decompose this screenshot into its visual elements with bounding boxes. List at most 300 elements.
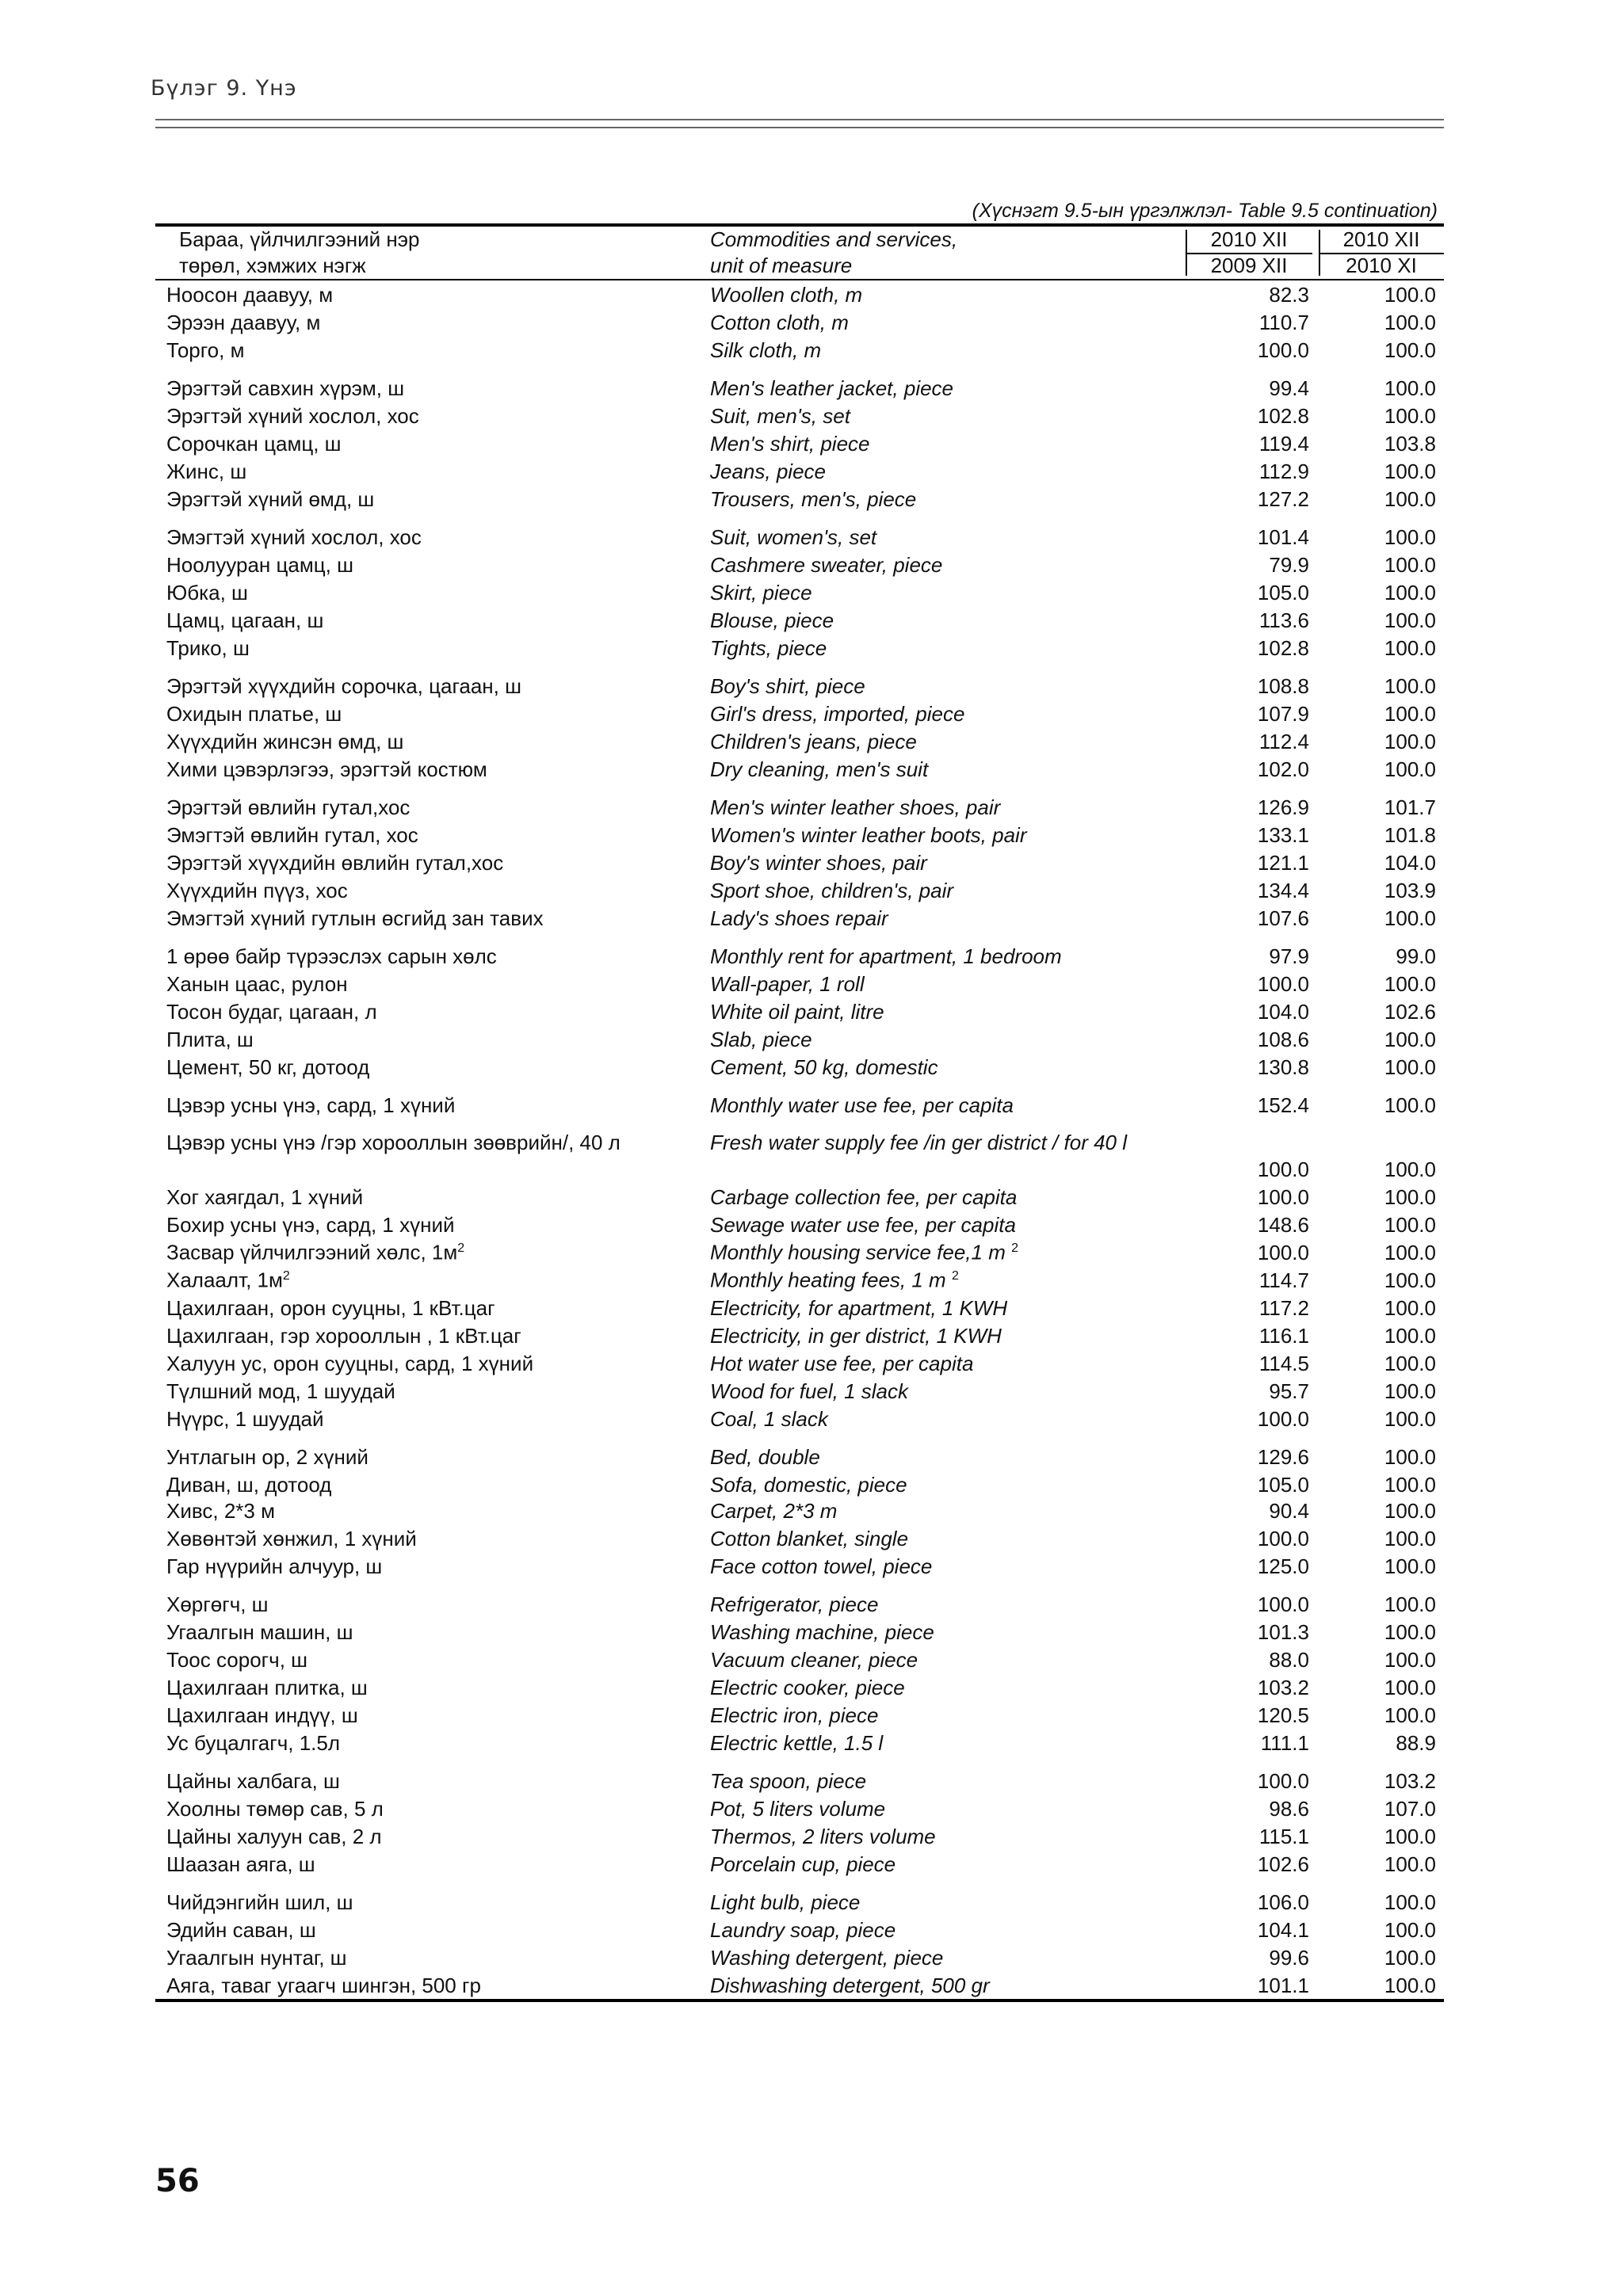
table-row — [155, 904, 1444, 932]
row-name-mn: Трико, ш — [166, 636, 250, 660]
table-row — [155, 606, 1444, 634]
row-value-2009: 119.4 — [1258, 432, 1309, 456]
row-name-mn: Эрэгтэй хүүхдийн өвлийн гутал,хос — [166, 851, 504, 875]
row-value-2010xi: 100.0 — [1384, 283, 1436, 307]
row-value-2010xi: 104.0 — [1384, 851, 1436, 875]
row-value-2010xi: 100.0 — [1384, 1890, 1436, 1914]
row-value-2009: 95.7 — [1269, 1379, 1309, 1403]
row-name-mn: Цахилгаан, орон сууцны, 1 кВт.цаг — [166, 1296, 495, 1320]
table-row — [155, 1498, 1444, 1524]
row-value-2010xi: 100.0 — [1384, 1185, 1436, 1209]
row-value-2009: 105.0 — [1257, 581, 1309, 605]
row-value-2009: 103.2 — [1257, 1676, 1309, 1699]
row-name-mn: Ус буцалгагч, 1.5л — [166, 1731, 341, 1755]
row-value-2009: 111.1 — [1260, 1731, 1309, 1755]
row-value-2009: 102.8 — [1257, 404, 1309, 428]
column-header-mn-sub: төрөл, хэмжих нэгж — [179, 254, 366, 277]
row-name-mn: Охидын платье, ш — [166, 702, 342, 726]
table-row — [155, 1091, 1444, 1119]
row-name-mn: Ханын цаас, рулон — [166, 972, 348, 996]
row-name-en: Carpet, 2*3 m — [710, 1499, 838, 1523]
row-name-en: Light bulb, piece — [710, 1890, 861, 1914]
row-value-2010xi: 100.0 — [1384, 1554, 1436, 1578]
row-name-en: Washing machine, piece — [710, 1620, 934, 1644]
row-value-2009: 100.0 — [1257, 1241, 1309, 1264]
row-name-mn: Цахилгаан, гэр хорооллын , 1 кВт.цаг — [166, 1324, 521, 1348]
row-name-mn: Хүүхдийн жинсэн өмд, ш — [166, 730, 404, 753]
table-row — [155, 1294, 1444, 1322]
column-header-en-sub: unit of measure — [710, 254, 853, 277]
row-name-en: Men's leather jacket, piece — [710, 376, 954, 400]
row-name-en: Women's winter leather boots, pair — [710, 823, 1027, 847]
row-value-2010xi: 100.0 — [1384, 1093, 1436, 1117]
row-value-2010xi: 100.0 — [1384, 1648, 1436, 1672]
row-name-en: Hot water use fee, per capita — [710, 1352, 974, 1375]
row-name-en: Refrigerator, piece — [710, 1592, 879, 1616]
row-name-en: Dry cleaning, men's suit — [710, 757, 929, 781]
row-name-en: Slab, piece — [710, 1028, 812, 1051]
row-value-2010xi: 100.0 — [1384, 906, 1436, 930]
row-value-2010xi: 88.9 — [1396, 1731, 1436, 1755]
row-name-mn: Сорочкан цамц, ш — [166, 432, 342, 456]
row-name-en: Sport shoe, children's, pair — [710, 879, 954, 902]
table-row — [155, 485, 1444, 513]
row-value-2010xi: 100.0 — [1384, 376, 1436, 400]
row-value-2010xi: 100.0 — [1384, 1241, 1436, 1264]
row-value-2010xi: 102.6 — [1384, 1000, 1436, 1024]
row-value-2010xi: 100.0 — [1384, 972, 1436, 996]
row-value-2010xi: 100.0 — [1384, 1324, 1436, 1348]
row-value-2010xi: 100.0 — [1384, 1407, 1436, 1431]
table-bottom-rule — [155, 1999, 1444, 2002]
row-name-mn: Плита, ш — [166, 1028, 254, 1051]
row-value-2009: 108.8 — [1257, 674, 1309, 698]
row-value-2010xi: 99.0 — [1396, 944, 1436, 968]
row-name-mn: Эрэгтэй хүүхдийн сорочка, цагаан, ш — [166, 674, 521, 698]
row-value-2010xi: 100.0 — [1384, 581, 1436, 605]
row-value-2010xi: 100.0 — [1384, 1379, 1436, 1403]
row-name-mn: Эрэгтэй хүний хослол, хос — [166, 404, 419, 428]
row-value-2010xi: 100.0 — [1384, 608, 1436, 632]
row-name-mn: Эрэгтэй өвлийн гутал,хос — [166, 795, 411, 819]
row-value-2009: 106.0 — [1257, 1890, 1309, 1914]
row-value-2010xi: 100.0 — [1384, 525, 1436, 549]
row-value-2009: 99.6 — [1269, 1946, 1309, 1970]
row-value-2009: 98.6 — [1269, 1797, 1309, 1821]
row-name-en: Dishwashing detergent, 500 gr — [710, 1974, 990, 1997]
table-row — [155, 1943, 1444, 1971]
row-value-2009: 130.8 — [1257, 1055, 1309, 1079]
row-value-2010xi: 100.0 — [1384, 338, 1436, 362]
row-name-en: Washing detergent, piece — [710, 1946, 944, 1970]
table-row — [155, 1888, 1444, 1916]
row-name-en: Electricity, for apartment, 1 KWH — [710, 1296, 1008, 1320]
row-value-2009: 101.1 — [1257, 1974, 1309, 1997]
page-number: 56 — [155, 2163, 200, 2199]
row-value-2010xi: 100.0 — [1384, 1158, 1436, 1181]
row-name-mn: Бохир усны үнэ, сард, 1 хүний — [166, 1213, 455, 1237]
row-value-2010xi: 100.0 — [1384, 1527, 1436, 1550]
row-name-en: Woollen cloth, m — [710, 283, 863, 307]
row-name-en: Wall-paper, 1 roll — [710, 972, 865, 996]
row-name-en: Children's jeans, piece — [710, 730, 917, 753]
row-name-mn: 1 өрөө байр түрээслэх сарын хөлс — [166, 944, 497, 968]
table-row — [155, 634, 1444, 662]
table-row — [155, 1377, 1444, 1405]
row-value-2009: 115.1 — [1258, 1825, 1309, 1848]
table-row — [155, 1025, 1444, 1053]
row-name-mn: Цахилгаан плитка, ш — [166, 1676, 368, 1699]
row-value-2010xi: 103.8 — [1384, 432, 1436, 456]
row-value-2009: 114.5 — [1258, 1352, 1309, 1375]
row-value-2009: 107.9 — [1257, 702, 1309, 726]
table-row — [155, 1524, 1444, 1552]
row-value-2010xi: 100.0 — [1384, 1918, 1436, 1942]
row-name-en: Electric cooker, piece — [710, 1676, 905, 1699]
row-value-2009: 100.0 — [1257, 972, 1309, 996]
table-row — [155, 1211, 1444, 1238]
row-value-2009: 100.0 — [1257, 1185, 1309, 1209]
row-name-mn: Чийдэнгийн шил, ш — [166, 1890, 353, 1914]
row-value-2009: 90.4 — [1269, 1499, 1309, 1523]
table-row — [155, 1552, 1444, 1580]
table-header — [155, 227, 1444, 279]
row-value-2010xi: 100.0 — [1384, 1703, 1436, 1727]
table-row — [155, 280, 1444, 308]
column-header-mn: Бараа, үйлчилгээний нэр — [179, 227, 420, 251]
row-name-en: Monthly water use fee, per capita — [710, 1093, 1014, 1117]
row-name-mn: Түлшний мод, 1 шуудай — [166, 1379, 395, 1403]
row-name-en: Jeans, piece — [710, 460, 826, 483]
row-value-2010xi: 100.0 — [1384, 757, 1436, 781]
row-value-2009: 101.3 — [1257, 1620, 1309, 1644]
row-value-2009: 100.0 — [1257, 1769, 1309, 1793]
row-value-2009: 121.1 — [1257, 851, 1309, 875]
table-row — [155, 1129, 1444, 1183]
column-header-v1-bottom: 2009 XII — [1210, 254, 1288, 277]
row-value-2010xi: 100.0 — [1384, 1676, 1436, 1699]
row-name-mn: Цэвэр усны үнэ /гэр хорооллын зөөврийн/, 40 л — [166, 1131, 621, 1154]
table-row — [155, 1349, 1444, 1377]
row-value-2010xi: 101.8 — [1384, 823, 1436, 847]
row-value-2010xi: 100.0 — [1384, 1055, 1436, 1079]
row-value-2009: 100.0 — [1257, 1527, 1309, 1550]
chapter-header: Бүлэг 9. Үнэ — [151, 76, 297, 101]
row-value-2009: 102.8 — [1257, 636, 1309, 660]
row-name-mn: Эрээн даавуу, м — [166, 311, 321, 334]
row-name-en: Carbage collection fee, per capita — [710, 1185, 1018, 1209]
row-value-2009: 100.0 — [1257, 338, 1309, 362]
row-name-mn: Унтлагын ор, 2 хүний — [166, 1445, 369, 1469]
column-header-v2-top: 2010 XII — [1342, 227, 1420, 251]
row-name-en: Vacuum cleaner, piece — [710, 1648, 918, 1672]
header-underline — [1186, 253, 1312, 254]
row-name-mn: Халуун ус, орон сууцны, сард, 1 хүний — [166, 1352, 534, 1375]
row-value-2009: 101.4 — [1257, 525, 1309, 549]
table-row — [155, 1405, 1444, 1432]
table-row — [155, 876, 1444, 904]
row-name-en: Boy's shirt, piece — [710, 674, 865, 698]
row-value-2009: 125.0 — [1257, 1554, 1309, 1578]
table-row — [155, 457, 1444, 485]
row-name-en: Trousers, men's, piece — [710, 487, 917, 511]
row-name-mn: Хими цэвэрлэгээ, эрэгтэй костюм — [166, 757, 487, 781]
table-row — [155, 1850, 1444, 1878]
row-name-mn: Засвар үйлчилгээний хөлс, $1м^2$ — [166, 1241, 465, 1264]
row-value-2009: 102.6 — [1257, 1852, 1309, 1876]
row-value-2010xi: 100.0 — [1384, 1852, 1436, 1876]
row-name-en: Men's shirt, piece — [710, 432, 870, 456]
table-row — [155, 523, 1444, 551]
row-value-2009: 97.9 — [1269, 944, 1309, 968]
row-value-2010xi: 100.0 — [1384, 702, 1436, 726]
row-value-2009: 104.1 — [1257, 1918, 1309, 1942]
table-row — [155, 1443, 1444, 1470]
row-value-2009: 107.6 — [1257, 906, 1309, 930]
row-value-2009: 82.3 — [1269, 283, 1309, 307]
row-name-en: Electric kettle, 1.5 l — [710, 1731, 884, 1755]
table-row — [155, 970, 1444, 997]
row-name-en: Blouse, piece — [710, 608, 834, 632]
row-value-2010xi: 103.9 — [1384, 879, 1436, 902]
table-row — [155, 821, 1444, 849]
row-value-2009: 126.9 — [1257, 795, 1309, 819]
row-value-2009: 117.2 — [1258, 1296, 1309, 1320]
row-name-en: White oil paint, litre — [710, 1000, 884, 1024]
row-value-2009: 116.1 — [1258, 1324, 1309, 1348]
row-value-2010xi: 100.0 — [1384, 1268, 1436, 1292]
table-row — [155, 1916, 1444, 1943]
table-row — [155, 1183, 1444, 1211]
row-name-mn: Угаалгын нунтаг, ш — [166, 1946, 347, 1970]
row-value-2010xi: 100.0 — [1384, 1445, 1436, 1469]
row-name-mn: Цайны халбага, ш — [166, 1769, 340, 1793]
row-name-mn: Тосон будаг, цагаан, л — [166, 1000, 377, 1024]
row-value-2009: 99.4 — [1269, 376, 1309, 400]
row-value-2009: 114.7 — [1258, 1268, 1309, 1292]
table-row — [155, 793, 1444, 821]
column-header-en: Commodities and services, — [710, 227, 958, 251]
row-name-mn: Хөвөнтэй хөнжил, 1 хүний — [166, 1527, 417, 1550]
superscript: 2 — [1011, 1241, 1018, 1256]
table-row — [155, 374, 1444, 402]
row-name-mn: Юбка, ш — [166, 581, 248, 605]
table-row — [155, 308, 1444, 336]
row-name-mn: Хөргөгч, ш — [166, 1592, 269, 1616]
row-name-en: Wood for fuel, 1 slack — [710, 1379, 908, 1403]
row-name-en: Monthly heating fees, 1 m $^2$ — [710, 1268, 959, 1292]
row-value-2009: 148.6 — [1257, 1213, 1309, 1237]
table-row — [155, 942, 1444, 970]
header-rule-bottom — [155, 127, 1444, 128]
row-value-2009: 100.0 — [1257, 1592, 1309, 1616]
table-row — [155, 1646, 1444, 1673]
row-name-mn: Цахилгаан индүү, ш — [166, 1703, 358, 1727]
column-header-v1-top: 2010 XII — [1210, 227, 1288, 251]
row-name-mn: Цамц, цагаан, ш — [166, 608, 324, 632]
row-name-mn: Хог хаягдал, 1 хүний — [166, 1185, 364, 1209]
row-value-2009: 110.7 — [1258, 311, 1309, 334]
row-value-2009: 100.0 — [1257, 1158, 1309, 1181]
row-name-mn: Цэвэр усны үнэ, сард, 1 хүний — [166, 1093, 456, 1117]
row-name-en: Sewage water use fee, per capita — [710, 1213, 1016, 1237]
table-row — [155, 1729, 1444, 1756]
row-name-en: Boy's winter shoes, pair — [710, 851, 927, 875]
superscript: 2 — [282, 1269, 290, 1283]
table-row — [155, 1238, 1444, 1266]
row-value-2009: 104.0 — [1257, 1000, 1309, 1024]
row-name-en: Sofa, domestic, piece — [710, 1473, 907, 1497]
row-value-2010xi: 100.0 — [1384, 730, 1436, 753]
row-name-mn: Цайны халуун сав, 2 л — [166, 1825, 382, 1848]
superscript: 2 — [951, 1269, 959, 1283]
row-name-en: Suit, women's, set — [710, 525, 877, 549]
table-row — [155, 1767, 1444, 1794]
row-name-mn: Эмэгтэй өвлийн гутал, хос — [166, 823, 418, 847]
row-name-en: Fresh water supply fee /in ger district / for 40 l — [710, 1131, 1127, 1154]
row-value-2010xi: 100.0 — [1384, 1946, 1436, 1970]
row-name-en: Thermos, 2 liters volume — [710, 1825, 936, 1848]
header-rule-top — [155, 119, 1444, 120]
row-name-mn: Эрэгтэй хүний өмд, ш — [166, 487, 375, 511]
row-value-2010xi: 100.0 — [1384, 460, 1436, 483]
row-name-en: Tights, piece — [710, 636, 827, 660]
row-value-2009: 112.4 — [1258, 730, 1309, 753]
table-row — [155, 700, 1444, 727]
row-name-mn: Гар нүүрийн алчуур, ш — [166, 1554, 383, 1578]
row-value-2010xi: 100.0 — [1384, 1499, 1436, 1523]
row-name-en: Cotton blanket, single — [710, 1527, 909, 1550]
row-value-2010xi: 100.0 — [1384, 487, 1436, 511]
table-row — [155, 672, 1444, 700]
row-value-2009: 112.9 — [1258, 460, 1309, 483]
row-name-mn: Ноосон даавуу, м — [166, 283, 334, 307]
row-name-mn: Шаазан аяга, ш — [166, 1852, 315, 1876]
table-row — [155, 1470, 1444, 1498]
row-name-en: Bed, double — [710, 1445, 820, 1469]
table-row — [155, 1822, 1444, 1850]
row-name-mn: Ноолууран цамц, ш — [166, 553, 353, 577]
table-row — [155, 429, 1444, 457]
row-value-2010xi: 100.0 — [1384, 1296, 1436, 1320]
row-name-en: Men's winter leather shoes, pair — [710, 795, 1001, 819]
row-name-mn: Тоос сорогч, ш — [166, 1648, 308, 1672]
table-row — [155, 849, 1444, 876]
row-name-en: Silk cloth, m — [710, 338, 822, 362]
row-name-en: Laundry soap, piece — [710, 1918, 896, 1942]
row-name-en: Electricity, in ger district, 1 KWH — [710, 1324, 1002, 1348]
column-header-v2-bottom: 2010 XI — [1346, 254, 1417, 277]
row-value-2010xi: 100.0 — [1384, 1825, 1436, 1848]
row-name-mn: Халаалт, $1м^2$ — [166, 1268, 290, 1292]
row-value-2010xi: 100.0 — [1384, 1213, 1436, 1237]
table-continuation-note: (Хүснэгт 9.5-ын үргэлжлэл- Table 9.5 continuation) — [972, 200, 1438, 222]
table-row — [155, 1053, 1444, 1081]
row-name-en: Girl's dress, imported, piece — [710, 702, 965, 726]
table-row — [155, 1590, 1444, 1618]
row-name-mn: Торго, м — [166, 338, 245, 362]
row-value-2010xi: 100.0 — [1384, 1352, 1436, 1375]
row-value-2009: 129.6 — [1257, 1445, 1309, 1469]
row-value-2009: 79.9 — [1269, 553, 1309, 577]
row-name-en: Face cotton towel, piece — [710, 1554, 933, 1578]
row-value-2010xi: 100.0 — [1384, 1473, 1436, 1497]
table-row — [155, 1971, 1444, 1999]
table-body — [155, 280, 1444, 1999]
row-value-2009: 120.5 — [1257, 1703, 1309, 1727]
table-row — [155, 1701, 1444, 1729]
row-value-2009: 100.0 — [1257, 1407, 1309, 1431]
table-row — [155, 551, 1444, 578]
row-name-en: Lady's shoes repair — [710, 906, 888, 930]
header-underline — [1319, 253, 1444, 254]
row-value-2010xi: 100.0 — [1384, 636, 1436, 660]
row-name-mn: Хүүхдийн пүүз, хос — [166, 879, 348, 902]
row-value-2010xi: 100.0 — [1384, 674, 1436, 698]
row-value-2009: 105.0 — [1257, 1473, 1309, 1497]
table-row — [155, 402, 1444, 429]
row-value-2010xi: 100.0 — [1384, 1620, 1436, 1644]
table-row — [155, 336, 1444, 364]
row-name-en: Monthly rent for apartment, 1 bedroom — [710, 944, 1062, 968]
table-row — [155, 578, 1444, 606]
superscript: 2 — [457, 1241, 465, 1256]
row-name-mn: Аяга, таваг угаагч шингэн, 500 гр — [166, 1974, 481, 1997]
row-name-mn: Эмэгтэй хүний гутлын өсгийд зан тавих — [166, 906, 544, 930]
row-name-mn: Жинс, ш — [166, 460, 247, 483]
table-row — [155, 755, 1444, 783]
row-name-en: Monthly housing service fee,1 m $^2$ — [710, 1241, 1018, 1264]
row-value-2009: 134.4 — [1257, 879, 1309, 902]
row-value-2009: 108.6 — [1257, 1028, 1309, 1051]
row-value-2010xi: 100.0 — [1384, 1974, 1436, 1997]
row-name-mn: Эрэгтэй савхин хүрэм, ш — [166, 376, 405, 400]
price-table — [155, 198, 1444, 2002]
row-name-mn: Цемент, 50 кг, дотоод — [166, 1055, 370, 1079]
row-name-en: Tea spoon, piece — [710, 1769, 867, 1793]
row-value-2010xi: 103.2 — [1384, 1769, 1436, 1793]
row-name-mn: Угаалгын машин, ш — [166, 1620, 353, 1644]
row-name-mn: Хоолны төмөр сав, 5 л — [166, 1797, 384, 1821]
row-name-mn: Нүүрс, 1 шуудай — [166, 1407, 324, 1431]
row-value-2009: 127.2 — [1257, 487, 1309, 511]
table-row — [155, 1322, 1444, 1349]
row-value-2010xi: 107.0 — [1384, 1797, 1436, 1821]
table-row — [155, 1794, 1444, 1822]
row-name-en: Coal, 1 slack — [710, 1407, 828, 1431]
row-value-2010xi: 100.0 — [1384, 1592, 1436, 1616]
row-name-en: Electric iron, piece — [710, 1703, 879, 1727]
row-name-en: Porcelain cup, piece — [710, 1852, 896, 1876]
row-value-2009: 88.0 — [1269, 1648, 1309, 1672]
row-name-en: Pot, 5 liters volume — [710, 1797, 886, 1821]
table-row — [155, 1673, 1444, 1701]
table-row — [155, 1618, 1444, 1646]
row-value-2010xi: 100.0 — [1384, 311, 1436, 334]
row-name-en: Cashmere sweater, piece — [710, 553, 943, 577]
row-value-2009: 113.6 — [1258, 608, 1309, 632]
row-name-en: Cotton cloth, m — [710, 311, 849, 334]
row-name-mn: Хивс, 2*3 м — [166, 1499, 275, 1523]
row-name-en: Suit, men's, set — [710, 404, 850, 428]
row-name-mn: Эмэгтэй хүний хослол, хос — [166, 525, 422, 549]
row-name-en: Skirt, piece — [710, 581, 812, 605]
table-row — [155, 727, 1444, 755]
row-value-2010xi: 100.0 — [1384, 553, 1436, 577]
row-value-2010xi: 100.0 — [1384, 1028, 1436, 1051]
table-row — [155, 1266, 1444, 1294]
row-name-en: Cement, 50 kg, domestic — [710, 1055, 938, 1079]
